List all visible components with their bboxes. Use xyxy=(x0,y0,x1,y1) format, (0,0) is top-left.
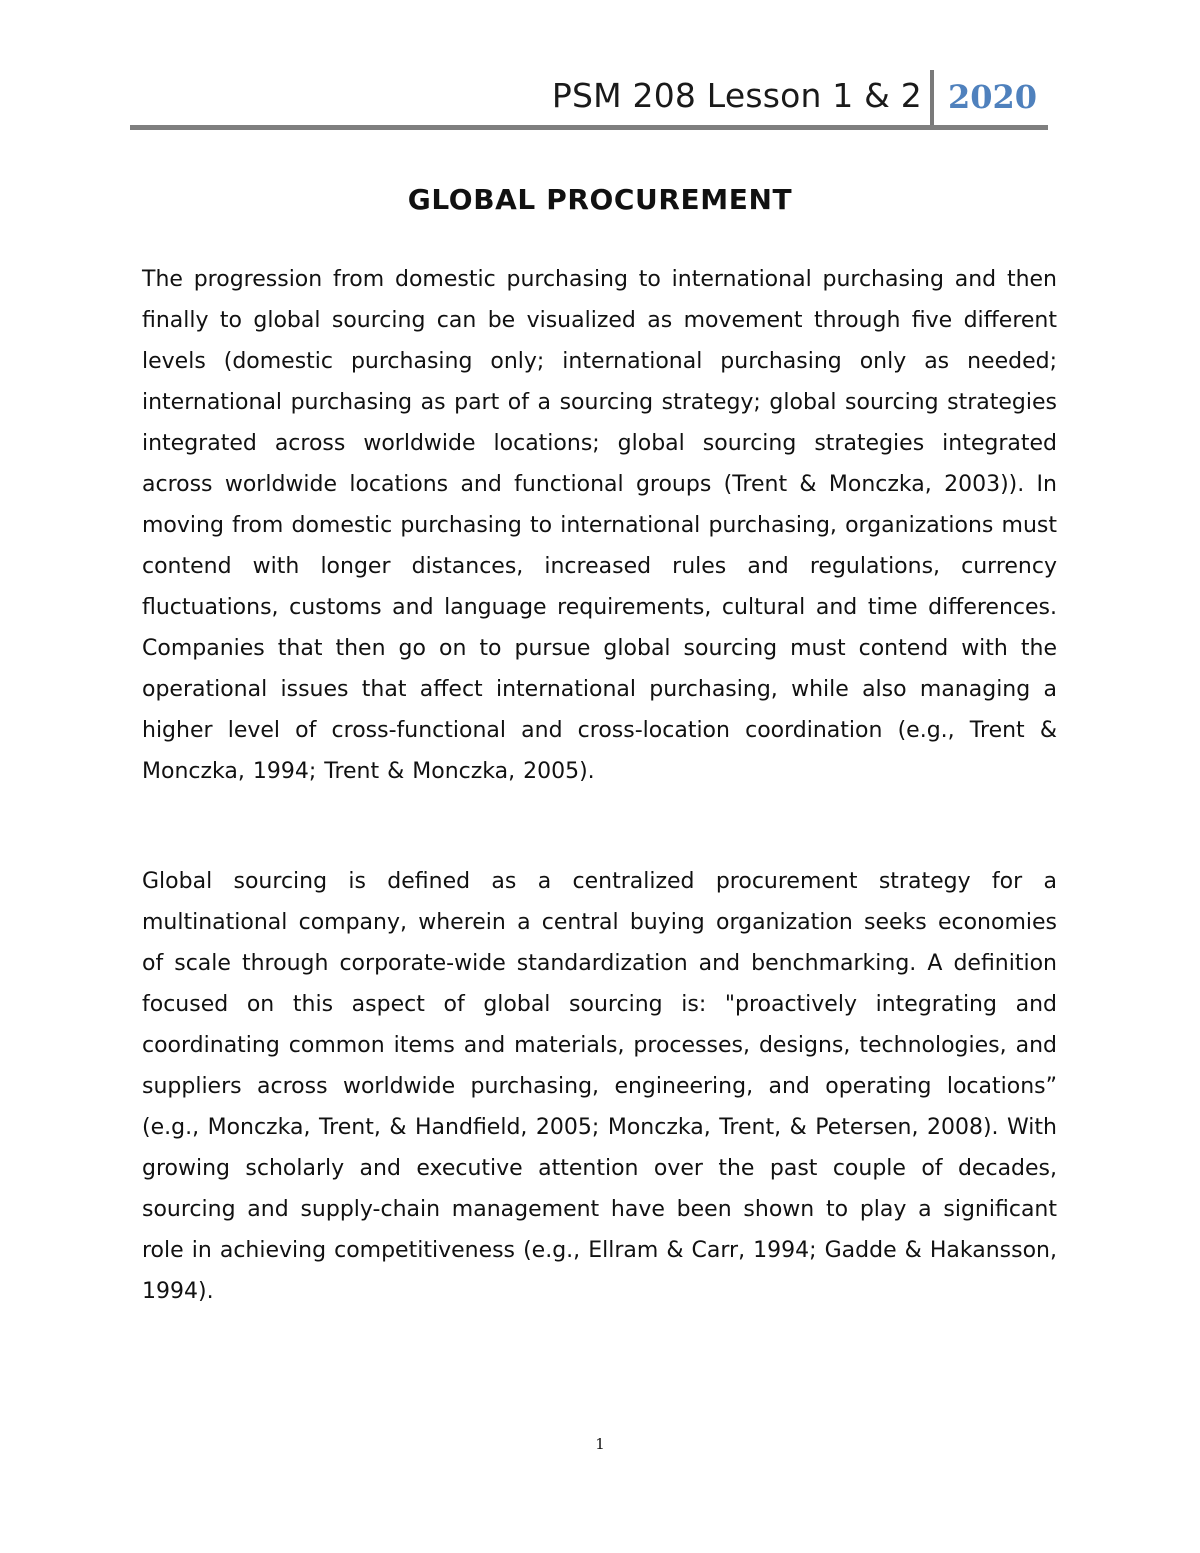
paragraph-1: The progression from domestic purchasing to international purchasing and then finally to global sourcing can be visualized as movement through five different levels (domestic purchasing only; international purchasing only as needed; international purchasing as part of a sourcing strategy; global sourcing strategies integrated across worldwide locations; global sourcing strategies integrated across worldwide locations and functional groups (Trent & Monczka, 2003)). In moving from domestic purchasing to international purchasing, organizations must contend with longer distances, increased rules and regulations, currency fluctuations, customs and language requirements, cultural and time differences. Companies that then go on to pursue global sourcing must contend with the operational issues that affect international purchasing, while also managing a higher level of cross-functional and cross-location coordination (e.g., Trent & Monczka, 1994; Trent & Monczka, 2005). xyxy=(142,267,1057,784)
header-year: 2020 xyxy=(948,78,1038,116)
page-header xyxy=(130,70,1048,132)
page-number: 1 xyxy=(595,1435,605,1453)
header-title: PSM 208 Lesson 1 & 2 xyxy=(551,76,922,115)
header-divider xyxy=(930,70,934,130)
document-title: GLOBAL PROCUREMENT xyxy=(407,183,793,216)
header-rule xyxy=(130,125,1048,130)
paragraph-2: Global sourcing is defined as a centralized procurement strategy for a multinational company, wherein a central buying organization seeks economies of scale through corporate-wide standardization and benchmarking. A definition focused on this aspect of global sourcing is: "proactively integrating and coordinating common items and materials, processes, designs, technologies, and suppliers across worldwide purchasing, engineering, and operating locations” (e.g., Monczka, Trent, & Handfield, 2005; Monczka, Trent, & Petersen, 2008). With growing scholarly and executive attention over the past couple of decades, sourcing and supply-chain management have been shown to play a significant role in achieving competitiveness (e.g., Ellram & Carr, 1994; Gadde & Hakansson, 1994). xyxy=(142,869,1057,1304)
